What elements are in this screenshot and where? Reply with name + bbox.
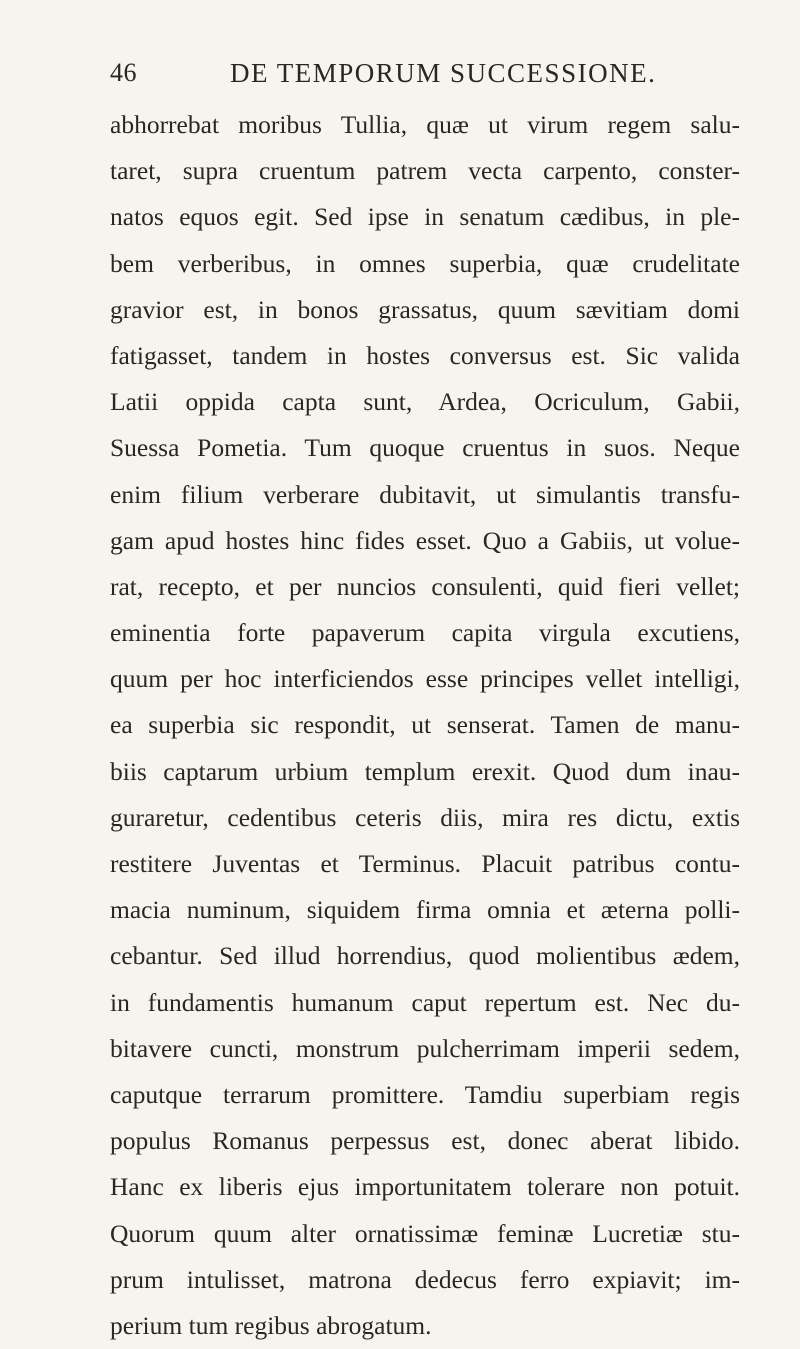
text-line: perium tum regibus abrogatum. [110, 1310, 432, 1340]
text-line: Suessa Pometia. Tum quoque cruentus in suos. Neque [110, 433, 740, 463]
text-line: guraretur, cedentibus ceteris diis, mira res dictu, extis [110, 802, 740, 832]
text-line: prum intulisset, matrona dedecus ferro expiavit; im- [110, 1264, 740, 1294]
text-line: rat, recepto, et per nuncios consulenti, quid fieri vellet; [110, 571, 740, 601]
text-line: caputque terrarum promittere. Tamdiu superbiam regis [110, 1079, 740, 1109]
text-line: enim filium verberare dubitavit, ut simulantis transfu- [110, 479, 740, 509]
text-line: gam apud hostes hinc fides esset. Quo a Gabiis, ut volue- [110, 525, 740, 555]
text-line: Quorum quum alter ornatissimæ feminæ Lucretiæ stu- [110, 1218, 740, 1248]
text-line: Hanc ex liberis ejus importunitatem tolerare non potuit. [110, 1172, 740, 1202]
text-line: restitere Juventas et Terminus. Placuit patribus contu- [110, 849, 740, 878]
text-line: eminentia forte papaverum capita virgula excutiens, [110, 618, 740, 648]
text-line: macia numinum, siquidem firma omnia et æterna polli- [110, 895, 740, 925]
page-header [110, 58, 750, 98]
text-line: populus Romanus perpessus est, donec aberat libido. [110, 1126, 740, 1156]
text-line: in fundamentis humanum caput repertum est. Nec du- [110, 987, 740, 1017]
text-line: fatigasset, tandem in hostes conversus est. Sic valida [110, 340, 740, 370]
running-head: DE TEMPORUM SUCCESSIONE. [230, 58, 657, 88]
text-line: natos equos egit. Sed ipse in senatum cædibus, in ple- [110, 202, 740, 232]
text-line: cebantur. Sed illud horrendius, quod molientibus ædem, [110, 941, 740, 971]
text-line: taret, supra cruentum patrem vecta carpento, conster- [110, 156, 740, 186]
body-text [110, 102, 740, 1349]
text-line: bem verberibus, in omnes superbia, quæ crudelitate [110, 248, 740, 278]
text-line: Latii oppida capta sunt, Ardea, Ocriculum, Gabii, [110, 387, 740, 417]
text-line: gravior est, in bonos grassatus, quum sævitiam domi [110, 294, 740, 324]
text-line: quum per hoc interficiendos esse principes vellet intelligi, [110, 664, 740, 694]
text-line: ea superbia sic respondit, ut senserat. Tamen de manu- [110, 710, 740, 740]
text-line: abhorrebat moribus Tullia, quæ ut virum regem salu- [110, 110, 740, 139]
text-line: biis captarum urbium templum erexit. Quod dum inau- [110, 756, 740, 786]
text-line: bitavere cuncti, monstrum pulcherrimam imperii sedem, [110, 1033, 740, 1063]
page-number: 46 [110, 58, 137, 87]
